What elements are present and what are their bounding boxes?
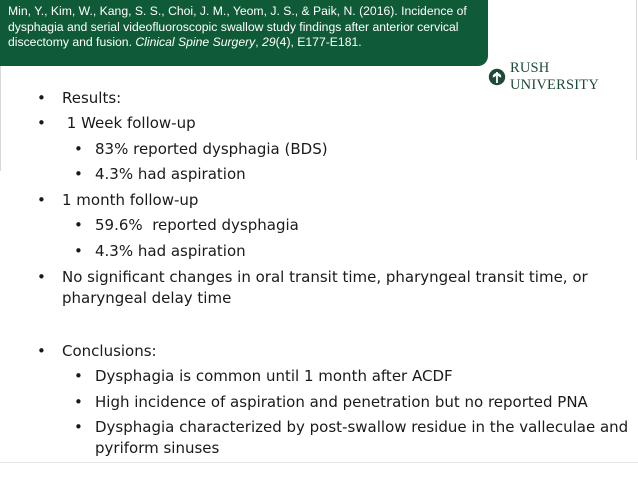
bullet-text: Results:: [62, 89, 122, 107]
rush-tree-icon: [488, 68, 506, 86]
rush-university-logo: [488, 60, 638, 94]
bullet-marker: •: [74, 216, 83, 234]
logo-text: RUSH UNIVERSITY: [510, 60, 599, 93]
frame-line-left: [0, 66, 1, 171]
citation-volume: 29: [262, 35, 276, 50]
bullet-marker: •: [74, 140, 83, 158]
bullet-marker: •: [37, 114, 46, 132]
bullet-text: 1 month follow-up: [62, 191, 199, 209]
bullet-marker: •: [37, 342, 46, 360]
bullet-marker: •: [74, 418, 83, 436]
bullet-text: 4.3% had aspiration: [95, 165, 246, 183]
citation-issue-pages: (4), E177-E181.: [275, 35, 362, 50]
frame-line-bottom: [0, 462, 638, 463]
bullet-marker: •: [74, 367, 83, 385]
bullet-text: No significant changes in oral transit time, pharyngeal transit time, or: [62, 268, 588, 286]
bullet-marker: •: [37, 191, 46, 209]
bullet-text: 59.6% reported dysphagia: [95, 216, 299, 234]
bullet-text: 83% reported dysphagia (BDS): [95, 140, 328, 158]
citation-authors-title: Min, Y., Kim, W., Kang, S. S., Choi, J. M., Yeom, J. S., & Paik, N. (2016). Incidence of dysphagia and serial videofluoroscopic swallow study findings after anterior cervical discectomy and fusion.: [8, 4, 467, 50]
bullet-text: pyriform sinuses: [95, 439, 220, 457]
bullet-marker: •: [37, 89, 46, 107]
frame-line-right: [636, 0, 637, 160]
bullet-text: Dysphagia is common until 1 month after ACDF: [95, 367, 453, 385]
bullet-text: Conclusions:: [62, 342, 157, 360]
citation-journal: Clinical Spine Surgery: [135, 35, 256, 50]
citation-header: [0, 0, 488, 66]
bullet-marker: •: [74, 165, 83, 183]
bullet-text: High incidence of aspiration and penetration but no reported PNA: [95, 393, 588, 411]
bullet-text: 4.3% had aspiration: [95, 242, 246, 260]
bullet-text: pharyngeal delay time: [62, 289, 232, 307]
bullet-marker: •: [74, 242, 83, 260]
bullet-text: Dysphagia characterized by post-swallow residue in the valleculae and: [95, 418, 629, 436]
citation-separator: ,: [255, 35, 263, 50]
bullet-text: 1 Week follow-up: [62, 114, 196, 132]
bullet-marker: •: [37, 268, 46, 286]
citation-text: [8, 4, 482, 51]
bullet-marker: •: [74, 393, 83, 411]
